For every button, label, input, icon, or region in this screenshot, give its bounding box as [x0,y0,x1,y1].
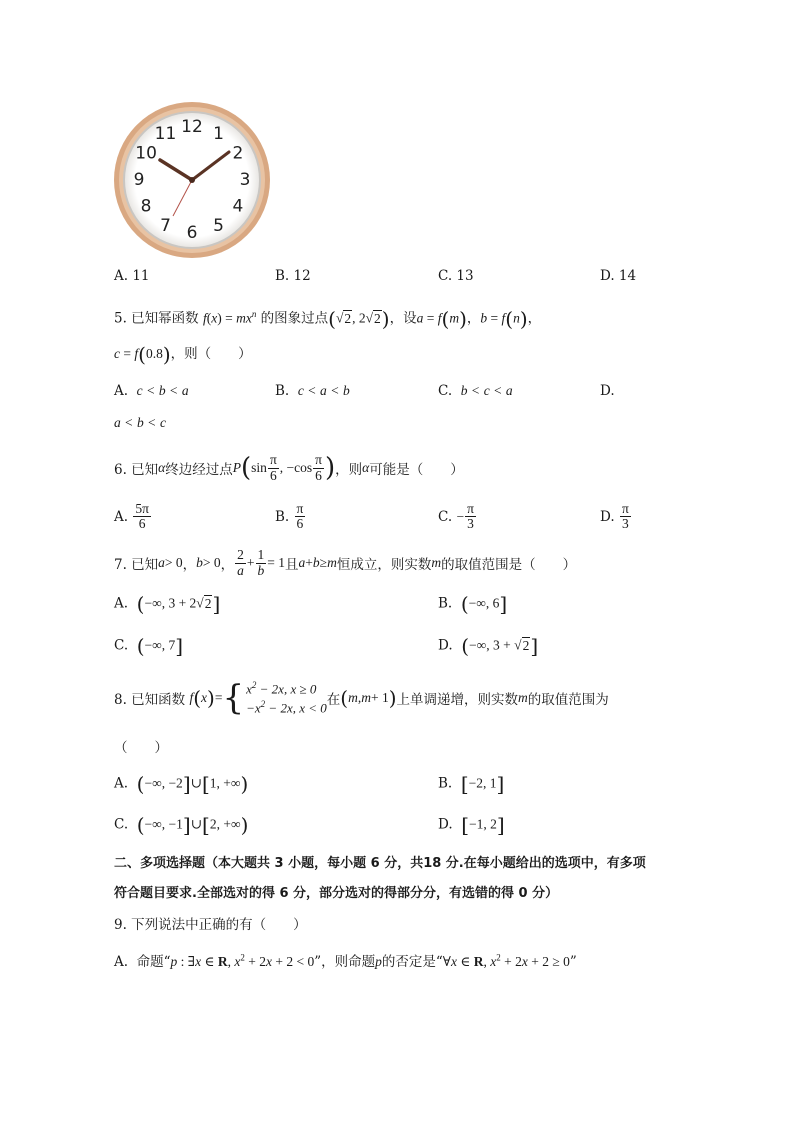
clock-numeral: 1 [213,124,224,145]
q8-option-b: B. [−2, 1] [438,772,505,796]
clock-numeral: 6 [186,223,198,243]
clock-numeral: 11 [154,124,177,145]
q7-option-d: D. (−∞, 3 + √2] [438,634,539,658]
section-2-heading-cont: 符合题目要求.全部选对的得 6 分，部分选对的得部分分，有选错的得 0 分） [114,886,559,901]
clock-numeral: 10 [135,143,157,164]
q6-option-c: C. − $\frac{\pi}{3}$ [438,501,474,532]
q4-option-c: C. 13 [438,268,474,284]
q5-option-c: C. b < c < a [438,383,513,399]
q5-option-d: a < b < c [114,415,166,430]
q7-option-a: A. (−∞, 3 + 2√2] [114,592,221,616]
clock-image [112,100,272,260]
q4-option-d: D. 14 [600,268,637,284]
q4-option-b: B. 12 [275,268,311,284]
q5-stem-cont: c = f(0.8)，则（ ） [114,342,252,367]
q8-paren: （ ） [114,740,168,756]
q8-option-a: A. (−∞, −2]∪[1, +∞) [114,772,249,796]
clock-numeral: 9 [133,170,145,190]
q6-option-a: A. $\frac{5\pi}{6}$ [114,501,149,532]
q5-option-a: A. c < b < a [114,383,189,399]
clock-numeral: 2 [232,143,244,164]
q6-option-d: D. $\frac{\pi}{3}$ [600,501,629,532]
q8-option-c: C. (−∞, −1]∪[2, +∞) [114,813,249,837]
clock-numeral: 3 [239,170,251,190]
clock-numeral: 7 [160,215,171,236]
clock-numeral: 8 [140,196,152,217]
q6-stem: 6. 已知 α 终边经过点 P ( sin $\frac{\pi}{6}$ , −cos $\frac{\pi}{6}$ ) ，则 α 可能是（ ） [114,452,464,483]
clock-numeral: 5 [213,215,224,236]
q8-option-d: D. [−1, 2] [438,813,505,837]
q5-stem: 5. 已知幂函数 $f(x) = mx^n$ 的图象过点(√2, 2√2)，设a = f(m)，b = f(n)， [114,307,542,331]
clock-numeral: 4 [232,196,244,217]
q5-option-b: B. c < a < b [275,383,350,399]
q8-stem: 8. 已知函数 f ( x ) = { $x^2 - 2x$, x ≥ 0 $-x^2 - 2x$, x < 0 在 ( m , m + 1 ) 上单调递增，则实数 m 的取值范围为 [114,678,609,718]
q6-option-b: B. $\frac{\pi}{6}$ [275,501,304,532]
q9-option-a: A. 命题“p : ∃x ∈ R, $x^2 + 2x + 2 < 0$”，则命题p的否定是“∀x ∈ R, $x^2 + 2x + 2 \ge 0$” [114,952,577,970]
clock-numeral: 12 [181,117,203,137]
q7-option-c: C. (−∞, 7] [114,634,184,658]
q5-option-d-label: D. [600,383,615,399]
q9-stem: 9. 下列说法中正确的有（ ） [114,917,307,933]
q7-option-b: B. (−∞, 6] [438,592,508,616]
clock-icon [112,100,272,260]
section-2-heading: 二、多项选择题（本大题共 3 小题，每小题 6 分，共18 分.在每小题给出的选项中，有多项 [114,856,646,871]
q4-option-a: A. 11 [114,268,150,284]
q7-stem: 7. 已知 a > 0 ， b > 0 ， $\frac{2}{a}$ + $\frac{1}{b}$ = 1 且 a + b ≥ m 恒成立，则实数 m 的取值范围是（ ） [114,547,577,578]
